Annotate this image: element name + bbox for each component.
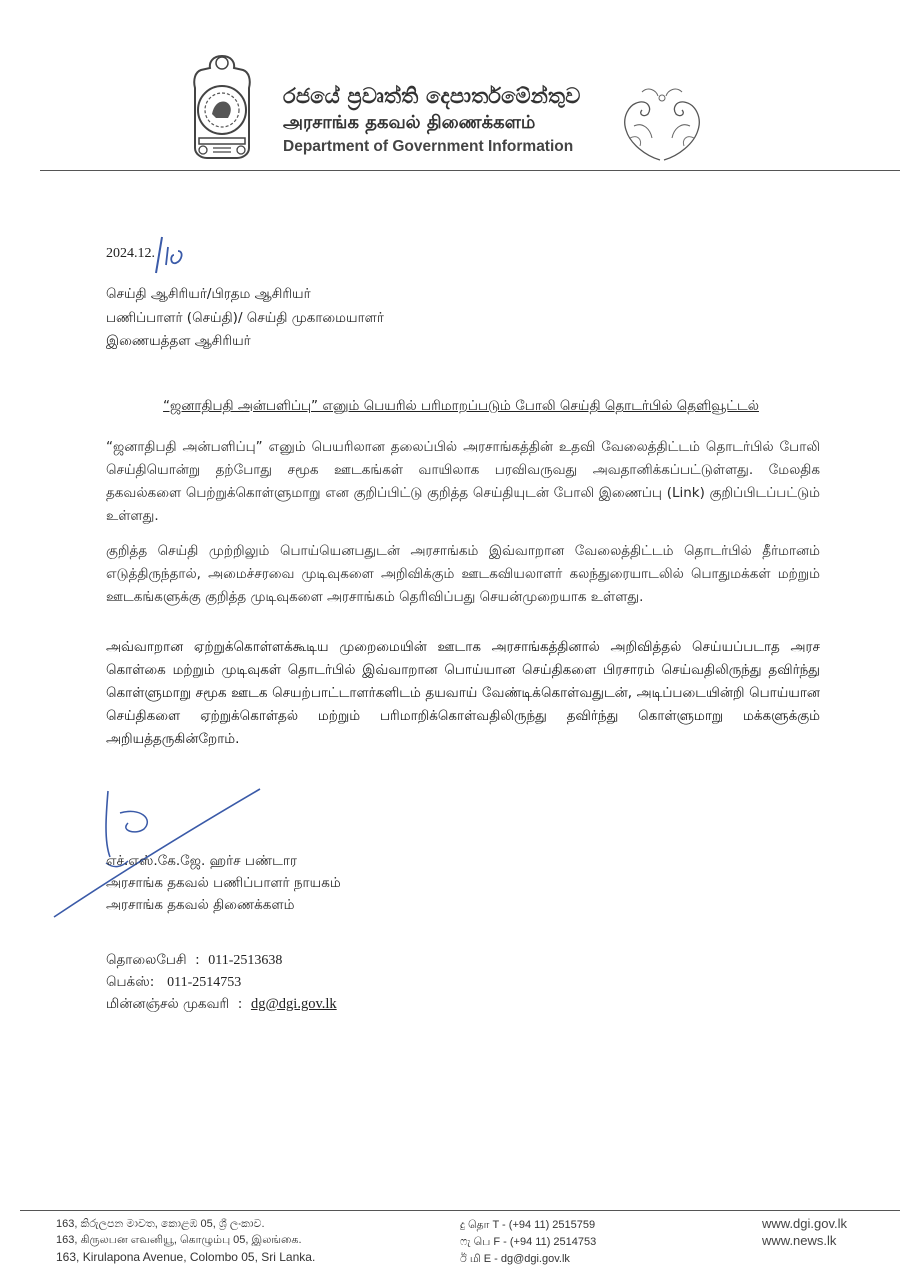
signatory-department: அரசாங்க தகவல் திணைக்களம் (106, 897, 295, 913)
recipient-line: இணையத்தள ஆசிரியர் (106, 333, 251, 349)
footer-address-english: 163, Kirulapona Avenue, Colombo 05, Sri Lanka. (56, 1250, 316, 1264)
email-link[interactable]: dg@dgi.gov.lk (250, 996, 337, 1012)
body-paragraph: குறித்த செய்தி முற்றிலும் பொய்யெனபதுடன் அரசாங்கம் இவ்வாறான வேலைத்திட்டம் தொடர்பில் தீர்மானம் எடுத்திருந்தால், அமைச்சரவை முடிவுகளை அறிவிக்கும் ஊடகவியலாளர் கலந்துரையாடலில் பொதுமக்கள் மற்றும் ஊடகங்களுக்கு குறித்த முடிவுகளை அரசாங்கம் தெரிவிப்பது செயன்முறையாக உள்ளது. (106, 543, 820, 605)
colon-separator: : (233, 996, 247, 1012)
phone-label: தொலைபேசி (106, 952, 187, 968)
email-prefix: ඊ மி E - (460, 1253, 498, 1265)
telephone-number: (+94 11) 2515759 (508, 1219, 596, 1231)
fax-number: (+94 11) 2514753 (509, 1236, 597, 1248)
decorative-swans-icon (612, 82, 712, 164)
national-emblem-icon (183, 52, 261, 162)
footer-fax (460, 1236, 596, 1250)
fax-label: பெக்ஸ்: (106, 974, 155, 990)
letter-date: 2024.12. (106, 246, 155, 261)
body-paragraph: அவ்வாறான ஏற்றுக்கொள்ளக்கூடிய முறைமையின் ஊடாக அரசாங்கத்தினால் அறிவித்தல் செய்யப்படாத அரச கொள்கை மற்றும் முடிவுகள் தொடர்பில் இவ்வாறான பொய்யான செய்திகளை பிரசாரம் செய்வதிலிருந்து தவிர்ந்து கொள்ளுமாறு சமூக ஊடக செயற்பாட்டாளர்களிடம் தயவாய் வேண்டிக்கொள்வதுடன், அடிப்படையின்றி பொய்யான செய்திகளை ஏற்றுக்கொள்தல் மற்றும் பரிமாறிக்கொள்வதிலிருந்து தவிர்ந்து கொள்ளுமாறு மக்களுக்கும் அறியத்தருகின்றோம். (106, 639, 820, 747)
header-divider (40, 170, 900, 171)
footer-email (460, 1253, 570, 1267)
email-label: மின்னஞ்சல் முகவரி (106, 996, 230, 1012)
header-title-english: Department of Government Information (283, 138, 574, 155)
signatory-title: அரசாங்க தகவல் பணிப்பாளர் நாயகம் (106, 875, 341, 891)
signatory-name: எச்.எஸ்.கே.ஜே. ஹர்ச பண்டார (106, 853, 297, 869)
footer-telephone (460, 1219, 595, 1233)
phone-number: 011-2513638 (208, 953, 283, 968)
recipient-line: செய்தி ஆசிரியர்/பிரதம ஆசிரியர் (106, 286, 311, 302)
footer-email-address[interactable]: dg@dgi.gov.lk (500, 1253, 570, 1265)
footer-address-tamil: 163, கிருலபன எவனியூ, கொழும்பு 05, இலங்கை. (56, 1234, 302, 1246)
letter-subject: “ஜனாதிபதி அன்பளிப்பு” எனும் பெயரில் பரிமாறப்படும் போலி செய்தி தொடர்பில் தெளிவூட்டல் (163, 398, 759, 414)
colon-separator: : (190, 952, 204, 968)
footer-website-link[interactable]: www.dgi.gov.lk (762, 1216, 848, 1231)
footer-website-link[interactable]: www.news.lk (762, 1233, 837, 1248)
body-paragraph: “ஜனாதிபதி அன்பளிப்பு” எனும் பெயரிலான தலைப்பில் அரசாங்கத்தின் உதவி வேலைத்திட்டம் தொடர்பில் போலி செய்தியொன்று தற்போது சமூக ஊடகங்கள் வாயிலாக பரவிவருவது அவதானிக்கப்பட்டுள்ளது. மேலதிக தகவல்களை பெற்றுக்கொள்ளுமாறு என குறிப்பிட்டு குறித்த செய்தியுடன் போலி இணைப்பு (Link) குறிப்பிடப்பட்டும் உள்ளது. (106, 439, 820, 524)
fax-prefix: ෆැ பெ F - (460, 1236, 507, 1248)
recipient-line: பணிப்பாளர் (செய்தி)/ செய்தி முகாமையாளர் (106, 310, 384, 326)
contact-fax (106, 974, 241, 992)
footer-address-sinhala: 163, කිරුලපන මාවත, කොළඹ 05, ශ්‍රී ලංකාව. (56, 1218, 265, 1230)
handwritten-date-mark (150, 235, 200, 275)
contact-phone (106, 952, 282, 970)
fax-number: 011-2514753 (167, 975, 242, 990)
telephone-prefix: දු தொ T - (460, 1219, 506, 1231)
header-title-tamil: அரசாங்க தகவல் திணைக்களம் (283, 112, 536, 133)
header-title-sinhala: රජයේ ප්‍රවෘත්ති දෙපාර්තමේන්තුව (283, 84, 581, 108)
footer-divider (20, 1210, 900, 1211)
contact-email (106, 996, 337, 1014)
